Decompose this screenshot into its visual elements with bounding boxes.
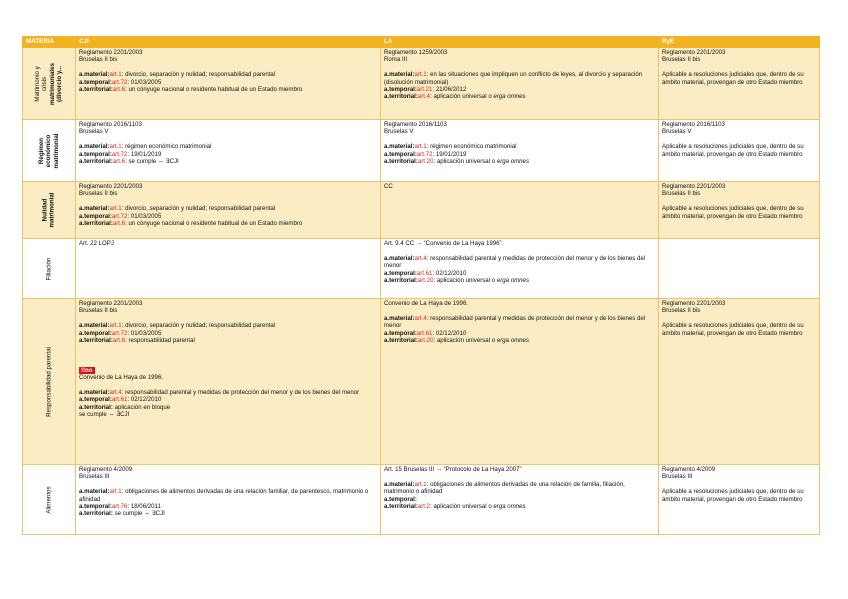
material-line: a.material:art.4: responsabilidad parental y medidas de protección del menor y de los bienes del menor xyxy=(384,254,646,270)
material-line: a.material:art.1: obligaciones de alimentos derivadas de una relación de familia, filiación, matrimonio o afinidad xyxy=(384,480,625,496)
cell-rye xyxy=(659,299,820,465)
material-line: a.material:art.1: divorcio, separación y nulidad; responsabilidad parental xyxy=(79,322,276,330)
regulation: Reglamento 2201/2003 xyxy=(79,49,143,56)
cell-la xyxy=(381,299,659,465)
temporal-line: a.temporal:art.72: 01/03/2005 xyxy=(79,212,162,220)
label-line: crisis xyxy=(41,76,49,91)
condition-line: se cumple ⇔ ∃CJI xyxy=(79,411,130,419)
cell-la xyxy=(381,182,659,239)
regulation-name: Bruselas II bis xyxy=(79,307,118,315)
row-filiacion xyxy=(23,239,820,299)
material-line: a.material:art.1: divorcio, separación y nulidad; responsabilidad parental xyxy=(79,205,276,213)
temporal-line: a.temporal:art.61: 02/12/2010 xyxy=(79,396,162,404)
row-responsabilidad xyxy=(23,299,820,465)
row-label-text: Filiación xyxy=(45,257,53,280)
regulation: Reglamento 2201/2003 xyxy=(662,183,726,190)
regulation: Reglamento 4/2009 xyxy=(79,466,133,473)
arrow-right-icon: → xyxy=(415,240,422,247)
regulation: Reglamento 2016/1103 xyxy=(384,121,447,128)
temporal-line: a.temporal:art.72: 01/03/2005 xyxy=(79,329,162,337)
arrow-right-icon: → xyxy=(435,466,442,473)
row-label-text: Alimentos xyxy=(45,485,53,514)
cell-ci xyxy=(76,465,381,535)
header-materia: MATERIA xyxy=(23,37,76,48)
material-line: a.material:art.1: divorcio, separación y nulidad; responsabilidad parental xyxy=(79,71,276,79)
regulation: Art. 22 LOPJ xyxy=(79,240,114,247)
temporal-line: a.temporal:art.21: 21/06/2012 xyxy=(384,86,467,94)
label-line: Régimen xyxy=(37,137,45,164)
temporal-line: a.temporal:art.61: 02/12/2010 xyxy=(384,329,467,337)
regulation: Convenio de La Haya de 1996. xyxy=(384,300,469,307)
cell-rye xyxy=(659,182,820,239)
material-line: a.material:art.4: responsabilidad parental y medidas de protección del menor y de los bienes del menor xyxy=(384,314,646,330)
label-line: matrimonial xyxy=(52,132,60,169)
header-la: LA xyxy=(381,37,659,48)
row-regimen xyxy=(23,120,820,182)
recognition-note: Aplicable a resoluciones judiciales que, dentro de su ámbito material, provengan de otro Estado miembro xyxy=(662,488,804,503)
regulation: Reglamento 2201/2003 xyxy=(79,300,143,307)
temporal-line: a.temporal:art.76: 18/06/2011 xyxy=(79,503,161,511)
header-rye: RyE xyxy=(659,37,820,48)
regulation: CC xyxy=(384,183,393,190)
temporal-line: a.temporal:art.72: 01/03/2005 xyxy=(79,78,162,86)
label-line: matrimoniales xyxy=(49,62,56,105)
row-label xyxy=(23,182,76,239)
regulation: Reglamento 2016/1103 xyxy=(662,121,725,128)
warning-flag: !!no xyxy=(81,366,93,374)
row-label xyxy=(23,299,76,465)
cell-ci xyxy=(76,239,381,299)
temporal-line: a.temporal:art.72: 19/01/2019 xyxy=(384,150,467,158)
cell-rye xyxy=(659,48,820,120)
row-label-text xyxy=(38,133,60,168)
cell-ci xyxy=(76,182,381,239)
regulation: Reglamento 1259/2003 xyxy=(384,49,448,56)
recognition-note: Aplicable a resoluciones judiciales que, dentro de su ámbito material, provengan de otro Estado miembro xyxy=(662,143,804,158)
label-line: Nulidad xyxy=(41,198,49,222)
territorial-line: a.territorial:art.6: se cumple ⇔ ∃CJI xyxy=(79,158,179,166)
regulation-name: Bruselas III xyxy=(662,473,693,481)
recognition-note: Aplicable a resoluciones judiciales que, dentro de su ámbito material, provengan de otro Estado miembro xyxy=(662,71,804,86)
row-label xyxy=(23,120,76,182)
row-label-text: Responsabilidad parental xyxy=(45,346,53,417)
cell-la xyxy=(381,120,659,182)
regulation-name: Bruselas II bis xyxy=(662,190,701,198)
material-line: a.material:art.4: responsabilidad parental y medidas de protección del menor y de los bienes del menor xyxy=(79,388,360,396)
territorial-line: a.territorial: aplicación en bloque xyxy=(79,403,171,411)
row-label-text xyxy=(34,63,64,105)
row-alimentos xyxy=(23,465,820,535)
label-line: económico xyxy=(45,134,53,167)
territorial-line: a.territorial:art.6: un cónyuge nacional o residente habitual de un Estado miembro xyxy=(79,220,303,228)
recognition-note: Aplicable a resoluciones judiciales que, dentro de su ámbito material, provengan de otro Estado miembro xyxy=(662,322,804,337)
territorial-line: a.territorial:art.6: un cónyuge nacional o residente habitual de un Estado miembro xyxy=(79,86,303,94)
cell-la xyxy=(381,239,659,299)
territorial-line: a.territorial:art.4: aplicación universal o erga omnes xyxy=(384,93,526,101)
material-line: a.material:art.1: régimen económico matrimonial xyxy=(384,143,517,151)
territorial-line: a.territorial: se cumple ⇔ ∃CJI xyxy=(79,510,165,518)
regulation-name: Roma III xyxy=(384,56,408,64)
label-line: Matrimonio y xyxy=(34,65,42,102)
convention: Convenio de La Haya de 1996. xyxy=(79,374,164,381)
row-matrimonio xyxy=(23,48,820,120)
row-nulidad xyxy=(23,182,820,239)
territorial-line: a.territorial:art.20: aplicación universal o erga omnes xyxy=(384,277,529,285)
temporal-line: a.temporal:art.72: 19/01/2019 xyxy=(79,150,162,158)
cell-rye xyxy=(659,465,820,535)
comparison-table xyxy=(22,36,820,535)
regulation-name: Bruselas V xyxy=(384,128,414,136)
cell-ci xyxy=(76,299,381,465)
row-label xyxy=(23,239,76,299)
temporal-line: a.temporal: xyxy=(384,495,417,503)
regulation-name: Bruselas II bis xyxy=(662,307,701,315)
territorial-line: a.territorial:art.2: aplicación universal o erga omnes xyxy=(384,503,526,511)
regulation-name: Bruselas III xyxy=(79,473,110,481)
regulation: Reglamento 2201/2003 xyxy=(662,300,726,307)
cell-ci xyxy=(76,120,381,182)
territorial-line: a.territorial:art.6: responsabilidad parental xyxy=(79,337,195,345)
material-line: a.material:art.1: en las situaciones que impliquen un conflicto de leyes, al divorcio y separación (disolución matrimonial) xyxy=(384,71,643,86)
regulation-name: Bruselas II bis xyxy=(79,56,118,64)
regulation-name: Bruselas II bis xyxy=(662,56,701,64)
label-line: (divorcio y... xyxy=(56,65,64,102)
material-line: a.material:art.1: régimen económico matrimonial xyxy=(79,143,212,151)
regulation-name: Bruselas V xyxy=(662,128,692,136)
cell-ci xyxy=(76,48,381,120)
cell-la xyxy=(381,465,659,535)
regulation: Reglamento 4/2009 xyxy=(662,466,716,473)
regulation-name: Bruselas V xyxy=(79,128,109,136)
cell-rye xyxy=(659,239,820,299)
regulation-name: Bruselas II bis xyxy=(79,190,118,198)
header-row xyxy=(23,37,820,48)
regulation: Art. 9.4 CC → “Convenio de La Haya 1996” xyxy=(384,240,502,247)
recognition-note: Aplicable a resoluciones judiciales que, dentro de su ámbito material, provengan de otro Estado miembro xyxy=(662,205,804,220)
row-label xyxy=(23,48,76,120)
row-label xyxy=(23,465,76,535)
regulation: Art. 15 Bruselas III → “Protocolo de La Haya 2007” xyxy=(384,466,522,473)
regulation: Reglamento 2016/1103 xyxy=(79,121,142,128)
label-line: matrimonial xyxy=(49,192,56,228)
cell-la xyxy=(381,48,659,120)
row-label-text xyxy=(42,192,57,227)
material-line: a.material:art.1: obligaciones de alimentos derivadas de una relación familiar, de parentesco, matrimonio o afinidad xyxy=(79,488,369,503)
cell-rye xyxy=(659,120,820,182)
regulation: Reglamento 2201/2003 xyxy=(662,49,726,56)
regulation: Reglamento 2201/2003 xyxy=(79,183,143,190)
territorial-line: a.territorial:art.20: aplicación universal o erga omnes xyxy=(384,158,529,166)
flag-line xyxy=(79,367,377,374)
temporal-line: a.temporal:art.61: 02/12/2010 xyxy=(384,269,467,277)
header-ci: CJI xyxy=(76,37,381,48)
territorial-line: a.territorial:art.20: aplicación universal o erga omnes xyxy=(384,337,529,345)
